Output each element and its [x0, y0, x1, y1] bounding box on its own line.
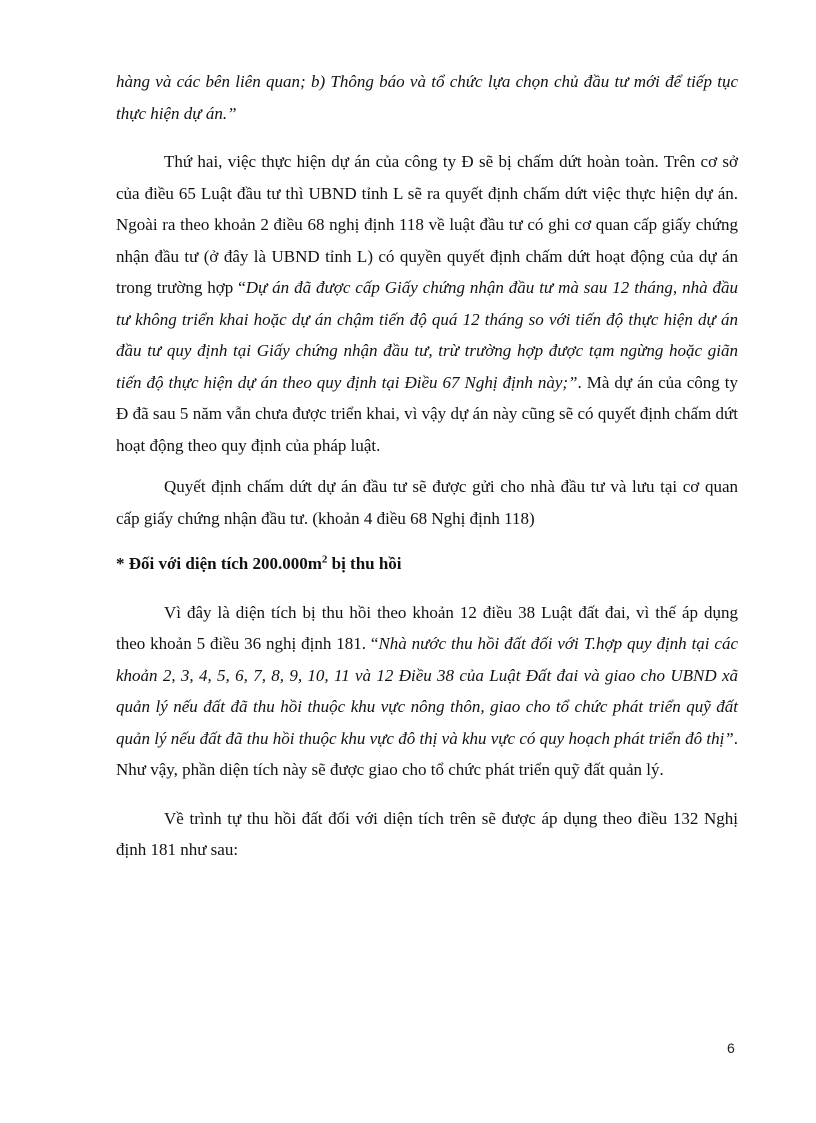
- paragraph-termination: [116, 146, 738, 461]
- section-heading: [116, 548, 738, 580]
- section-heading-superscript: 2: [321, 553, 328, 566]
- paragraph-land-recovery-outro: . Như vậy, phần diện tích này sẽ được giao cho tổ chức phát triển quỹ đất quản lý.: [116, 728, 738, 779]
- document-page: [116, 66, 738, 866]
- section-heading-text-after: bị thu hồi: [327, 554, 402, 573]
- section-heading-text: * Đối với diện tích 200.000m: [116, 554, 322, 573]
- paragraph-land-recovery-intro: Vì đây là diện tích bị thu hồi theo khoản 12 điều 38 Luật đất đai, vì thế áp dụng theo khoản 5 điều 36 nghị định 181. “: [116, 602, 738, 653]
- paragraph-decision-delivery: Quyết định chấm dứt dự án đầu tư sẽ được gửi cho nhà đầu tư và lưu tại cơ quan cấp giấy chứng nhận đầu tư. (khoản 4 điều 68 Nghị định 118): [116, 477, 738, 528]
- paragraph-termination-quote: Dự án đã được cấp Giấy chứng nhận đầu tư mà sau 12 tháng, nhà đầu tư không triển khai hoặc dự án chậm tiến độ quá 12 tháng so với tiến độ thực hiện dự án đầu tư quy định tại Giấy chứng nhận đầu tư, trừ trường hợp được tạm ngừng hoặc giãn tiến độ thực hiện dự án theo quy định tại Điều 67 Nghị định này;”: [116, 278, 738, 392]
- paragraph-procedure: Về trình tự thu hồi đất đối với diện tích trên sẽ được áp dụng theo điều 132 Nghị định 181 như sau:: [116, 808, 738, 859]
- paragraph-land-recovery-quote: Nhà nước thu hồi đất đối với T.hợp quy định tại các khoản 2, 3, 4, 5, 6, 7, 8, 9, 10, 11 và 12 Điều 38 của Luật Đất đai và giao cho UBND xã quản lý nếu đất đã thu hồi thuộc khu vực nông thôn, giao cho tổ chức phát triển quỹ đất quản lý nếu đất đã thu hồi thuộc khu vực đô thị và khu vực có quy hoạch phát triển đô thị”: [116, 634, 738, 748]
- page-number: 6: [727, 1040, 735, 1056]
- paragraph-termination-outro: . Mà dự án của công ty Đ đã sau 5 năm vẫn chưa được triển khai, vì vậy dự án này cũng sẽ có quyết định chấm dứt hoạt động theo quy định của pháp luật.: [116, 372, 738, 455]
- paragraph-termination-intro: Thứ hai, việc thực hiện dự án của công ty Đ sẽ bị chấm dứt hoàn toàn. Trên cơ sở của điều 65 Luật đầu tư thì UBND tỉnh L sẽ ra quyết định chấm dứt việc thực hiện dự án. Ngoài ra theo khoản 2 điều 68 nghị định 118 về luật đầu tư có ghi cơ quan cấp giấy chứng nhận đầu tư (ở đây là UBND tỉnh L) có quyền quyết định chấm dứt hoạt động của dự án trong trường hợp “: [116, 152, 738, 297]
- quote-continuation: hàng và các bên liên quan; b) Thông báo và tổ chức lựa chọn chủ đầu tư mới để tiếp tục thực hiện dự án.”: [116, 72, 738, 123]
- paragraph-land-recovery: [116, 597, 738, 786]
